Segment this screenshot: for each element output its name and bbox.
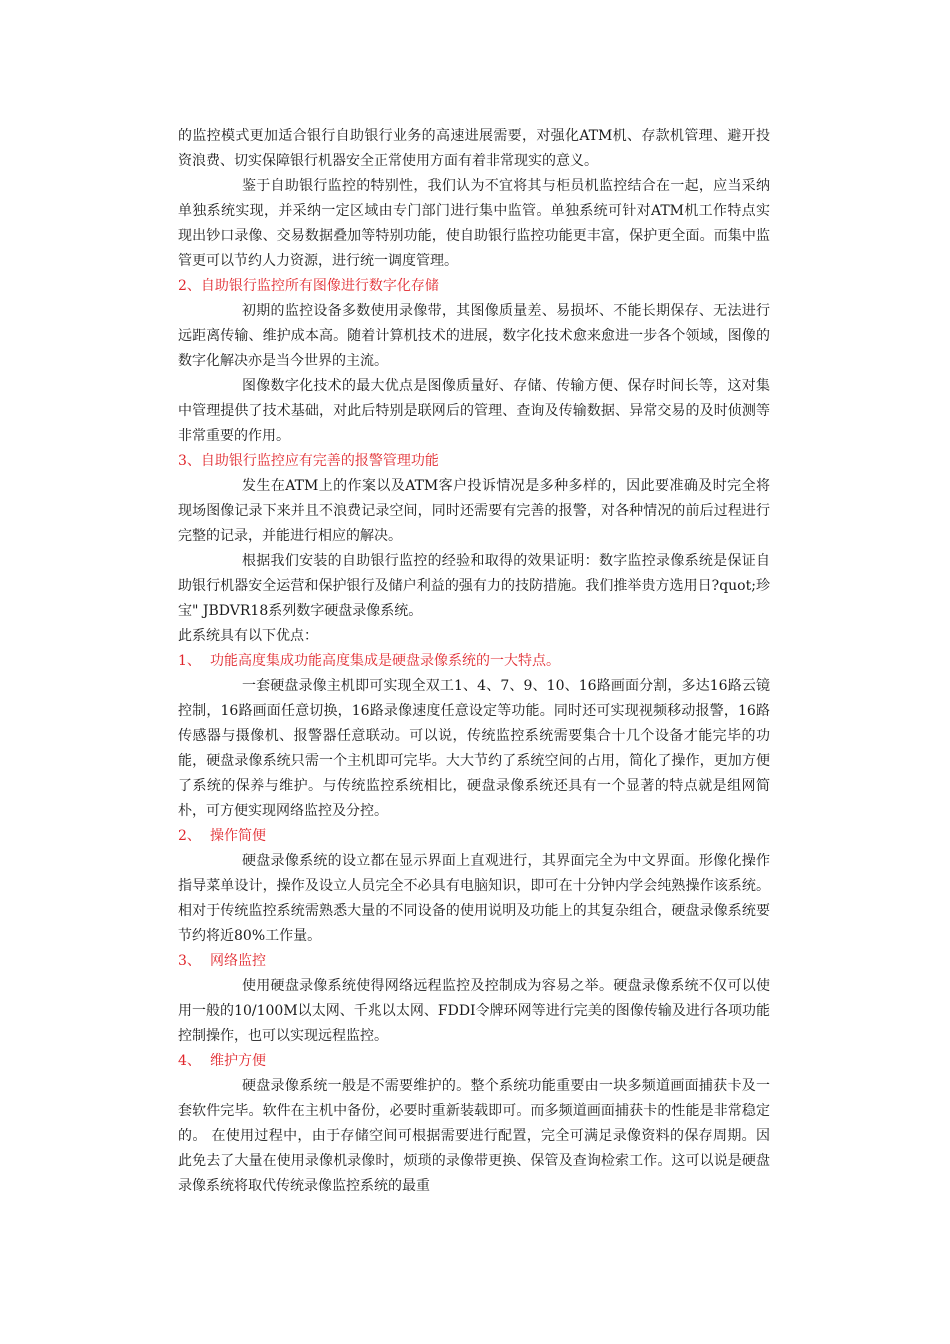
section-heading: 2、自助银行监控所有图像进行数字化存储: [178, 278, 439, 294]
heading-number: 1、: [178, 653, 201, 669]
paragraph: 硬盘录像系统的设立都在显示界面上直观进行，其界面完全为中文界面。形像化操作指导菜单设计，操作及设立人员完全不必具有电脑知识，即可在十分钟内学会纯熟操作该系统。相对于传统监控系统需熟悉大量的不同设备的使用说明及功能上的其复杂组合，硬盘录像系统要节约将近80%工作量。: [178, 853, 770, 944]
heading-text: 功能高度集成功能高度集成是硬盘录像系统的一大特点。: [210, 653, 560, 669]
paragraph: 的监控模式更加适合银行自助银行业务的高速进展需要，对强化ATM机、存款机管理、避开投资浪费、切实保障银行机器安全正常使用方面有着非常现实的意义。: [178, 128, 770, 169]
paragraph: 图像数字化技术的最大优点是图像质量好、存储、传输方便、保存时间长等，这对集中管理提供了技术基础，对此后特别是联网后的管理、查询及传输数据、异常交易的及时侦测等非常重要的作用。: [178, 378, 770, 444]
section-heading: 3、自助银行监控应有完善的报警管理功能: [178, 453, 439, 469]
paragraph: 此系统具有以下优点：: [178, 628, 318, 644]
paragraph: 发生在ATM上的作案以及ATM客户投诉情况是多种多样的，因此要准确及时完全将现场图像记录下来并且不浪费记录空间，同时还需要有完善的报警，对各种情况的前后过程进行完整的记录，并能进行相应的解决。: [178, 478, 770, 544]
feature-heading: [178, 949, 770, 974]
document-page: [178, 124, 770, 1199]
paragraph: 使用硬盘录像系统使得网络远程监控及控制成为容易之举。硬盘录像系统不仅可以使用一般的10/100M以太网、千兆以太网、FDDI令牌环网等进行完美的图像传输及进行各项功能控制操作，也可以实现远程监控。: [178, 978, 770, 1044]
paragraph: 硬盘录像系统一般是不需要维护的。整个系统功能重要由一块多频道画面捕获卡及一套软件完毕。软件在主机中备份，必要时重新装载即可。而多频道画面捕获卡的性能是非常稳定的。 在使用过程中，由于存储空间可根据需要进行配置，完全可满足录像资料的保存周期。因此免去了大量在使用录像机录像时，烦琐的录像带更换、保管及查询检索工作。这可以说是硬盘录像系统将取代传统录像监控系统的最重: [178, 1078, 770, 1194]
heading-number: 4、: [178, 1053, 201, 1069]
heading-text: 网络监控: [210, 953, 266, 969]
heading-text: 操作简便: [210, 828, 266, 844]
heading-number: 2、: [178, 828, 201, 844]
heading-number: 3、: [178, 953, 201, 969]
feature-heading: [178, 649, 770, 674]
paragraph: 根据我们安装的自助银行监控的经验和取得的效果证明：数字监控录像系统是保证自助银行机器安全运营和保护银行及储户利益的强有力的技防措施。我们推举贵方选用日?quot;珍宝" JBDVR18系列数字硬盘录像系统。: [178, 553, 770, 619]
feature-heading: [178, 1049, 770, 1074]
heading-text: 维护方便: [210, 1053, 266, 1069]
paragraph: 一套硬盘录像主机即可实现全双工1、4、7、9、10、16路画面分割，多达16路云镜控制，16路画面任意切换，16路录像速度任意设定等功能。同时还可实现视频移动报警，16路传感器与摄像机、报警器任意联动。可以说，传统监控系统需要集合十几个设备才能完毕的功能，硬盘录像系统只需一个主机即可完毕。大大节约了系统空间的占用，简化了操作，更加方便了系统的保养与维护。与传统监控系统相比，硬盘录像系统还具有一个显著的特点就是组网简朴，可方便实现网络监控及分控。: [178, 678, 770, 819]
feature-heading: [178, 824, 770, 849]
paragraph: 初期的监控设备多数使用录像带，其图像质量差、易损坏、不能长期保存、无法进行远距离传输、维护成本高。随着计算机技术的进展，数字化技术愈来愈进一步各个领域，图像的数字化解决亦是当今世界的主流。: [178, 303, 770, 369]
paragraph: 鉴于自助银行监控的特别性，我们认为不宜将其与柜员机监控结合在一起，应当采纳单独系统实现，并采纳一定区域由专门部门进行集中监管。单独系统可针对ATM机工作特点实现出钞口录像、交易数据叠加等特别功能，使自助银行监控功能更丰富，保护更全面。而集中监管更可以节约人力资源，进行统一调度管理。: [178, 178, 770, 269]
